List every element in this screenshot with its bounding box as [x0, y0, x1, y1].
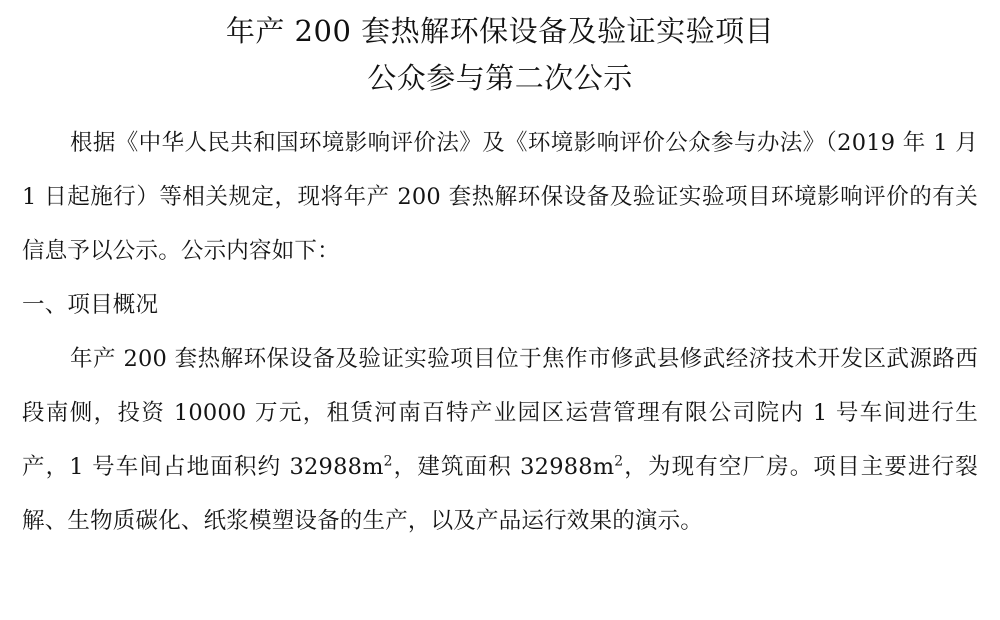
page-title — [22, 8, 978, 102]
intro-paragraph: 根据《中华人民共和国环境影响评价法》及《环境影响评价公众参与办法》（2019 年 1 月 1 日起施行）等相关规定，现将年产 200 套热解环保设备及验证实验项目环境影响评价的有关信息予以公示。公示内容如下： — [22, 130, 978, 264]
area-superscript-2: 2 — [614, 453, 624, 470]
page-title-line-1: 年产 200 套热解环保设备及验证实验项目 — [225, 14, 775, 48]
project-overview-paragraph — [22, 332, 978, 548]
project-overview-part-3: ，为现有空厂房。项目主要进行裂解、生物质碳化、纸浆模塑设备的生产，以及产品运行效果的演示。 — [22, 454, 978, 534]
project-overview-part-2: ，建筑面积 32988m — [392, 454, 615, 480]
section-heading: 一、项目概况 — [22, 292, 159, 318]
page-title-line-2: 公众参与第二次公示 — [367, 61, 633, 95]
project-overview-part-1: 年产 200 套热解环保设备及验证实验项目位于焦作市修武县修武经济技术开发区武源路西段南侧，投资 10000 万元，租赁河南百特产业园区运营管理有限公司院内 1 号车间进行生产，1 号车间占地面积约 32988m — [22, 346, 978, 480]
document-body — [22, 116, 978, 548]
area-superscript-1: 2 — [383, 453, 393, 470]
